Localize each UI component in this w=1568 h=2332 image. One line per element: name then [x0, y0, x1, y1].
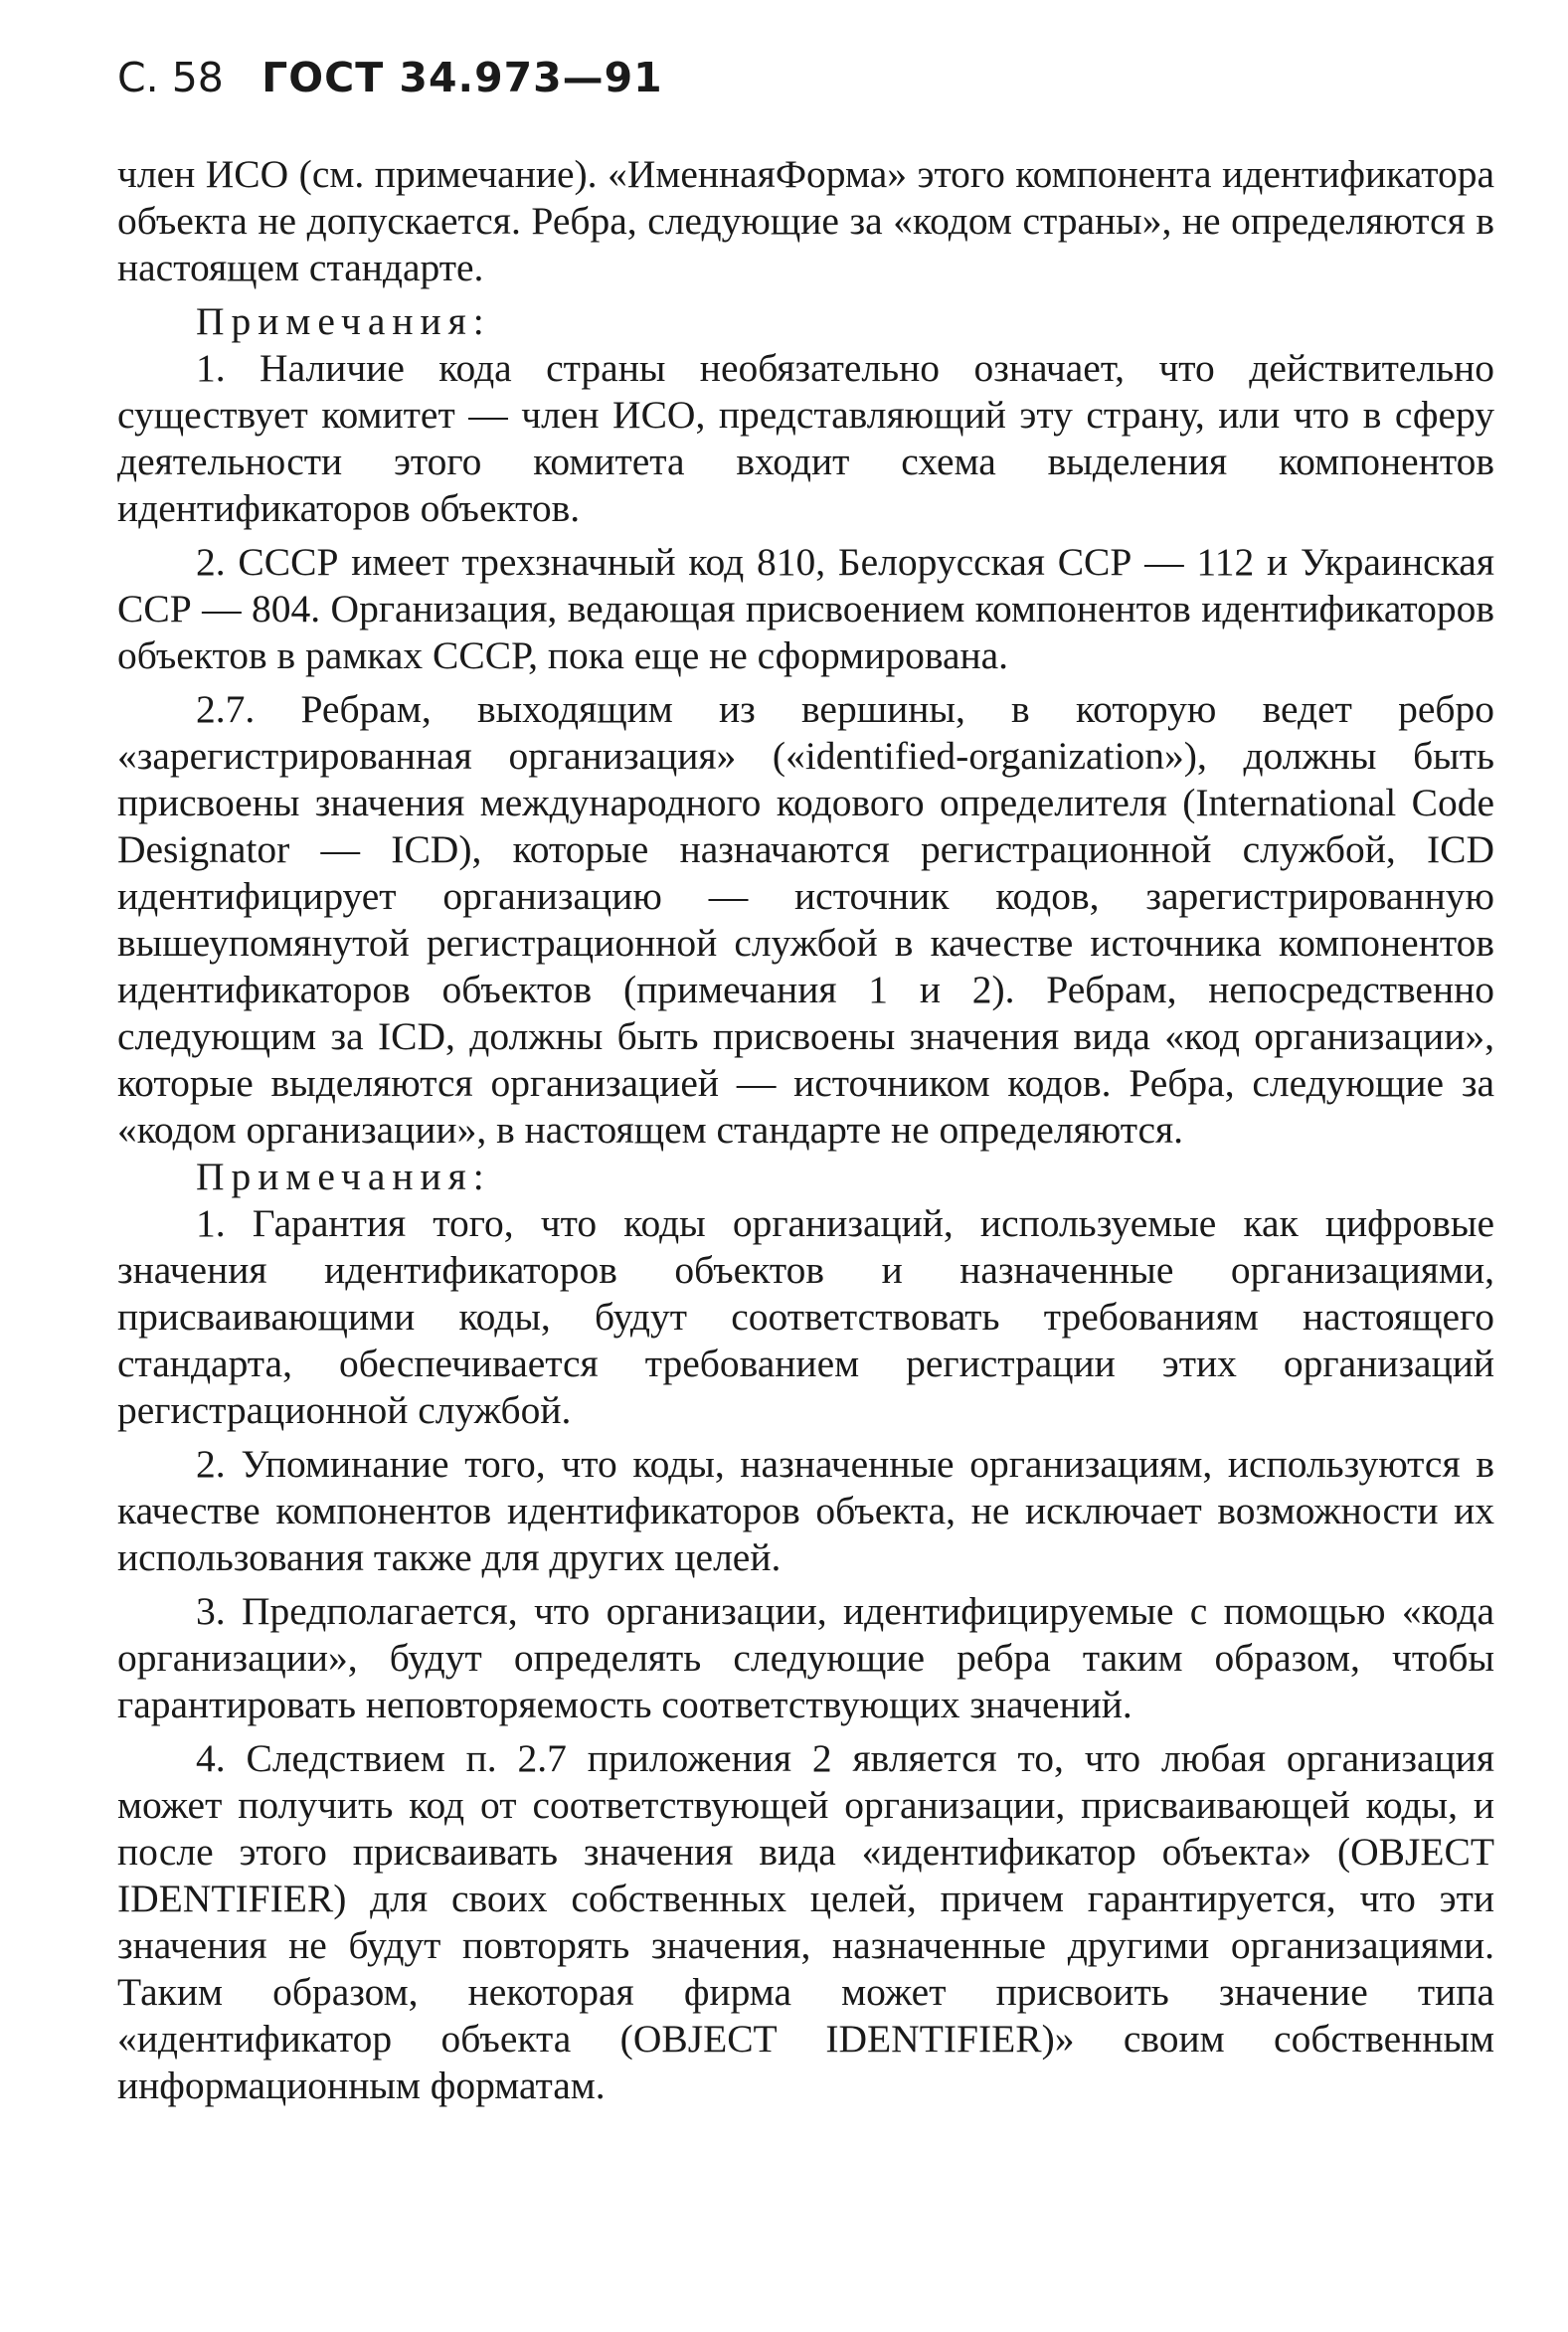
notes-heading: Примечания: [196, 1155, 491, 1198]
body-text [117, 151, 1494, 2116]
page-header [117, 54, 663, 101]
note-item: 1. Наличие кода страны необязательно означает, что действительно существует комитет — член ИСО, представляющий эту страну, или что в сферу деятельности этого комитета входит схема выделения компонентов идентификаторов объектов. [117, 346, 1494, 530]
note-item: 2. Упоминание того, что коды, назначенные организациям, используются в качестве компонентов идентификаторов объекта, не исключает возможности их использования также для других целей. [117, 1442, 1494, 1579]
standard-designation: ГОСТ 34.973—91 [261, 54, 663, 101]
note-item: 2. СССР имеет трехзначный код 810, Белорусская ССР — 112 и Украинская ССР — 804. Организация, ведающая присвоением компонентов идентификаторов объектов в рамках СССР, пока еще не сформирована. [117, 540, 1494, 677]
note-item: 4. Следствием п. 2.7 приложения 2 является то, что любая организация может получить код от соответствующей организации, присваивающей коды, и после этого присваивать значения вида «идентификатор объекта» (OBJECT IDENTIFIER) для своих собственных целей, причем гарантируется, что эти значения не будут повторять значения, назначенные другими организациями. Таким образом, некоторая фирма может присвоить значение типа «идентификатор объекта (OBJECT IDENTIFIER)» своим собственным информационным форматам. [117, 1736, 1494, 2107]
paragraph-continuation: член ИСО (см. примечание). «ИменнаяФорма» этого компонента идентификатора объекта не допускается. Ребра, следующие за «кодом страны», не определяются в настоящем стандарте. [117, 152, 1494, 289]
note-item: 3. Предполагается, что организации, идентифицируемые с помощью «кода организации», будут определять следующие ребра таким образом, чтобы гарантировать неповторяемость соответствующих значений. [117, 1589, 1494, 1726]
clause-2-7: 2.7. Ребрам, выходящим из вершины, в которую ведет ребро «зарегистрированная организация» («identified-organization»), должны быть присвоены значения международного кодового определителя (International Code Designator — ICD), которые назначаются регистрационной службой, ICD идентифицирует организацию — источник кодов, зарегистрированную вышеупомянутой регистрационной службой в качестве источника компонентов идентификаторов объектов (примечания 1 и 2). Ребрам, непосредственно следующим за ICD, должны быть присвоены значения вида «код организации», которые выделяются организацией — источником кодов. Ребра, следующие за «кодом организации», в настоящем стандарте не определяются. [117, 687, 1494, 1152]
notes-heading: Примечания: [196, 299, 491, 343]
note-item: 1. Гарантия того, что коды организаций, используемые как цифровые значения идентификаторов объектов и назначенные организациями, присваивающими коды, будут соответствовать требованиям настоящего стандарта, обеспечивается требованием регистрации этих организаций регистрационной службой. [117, 1201, 1494, 1432]
page-number: С. 58 [117, 54, 224, 101]
